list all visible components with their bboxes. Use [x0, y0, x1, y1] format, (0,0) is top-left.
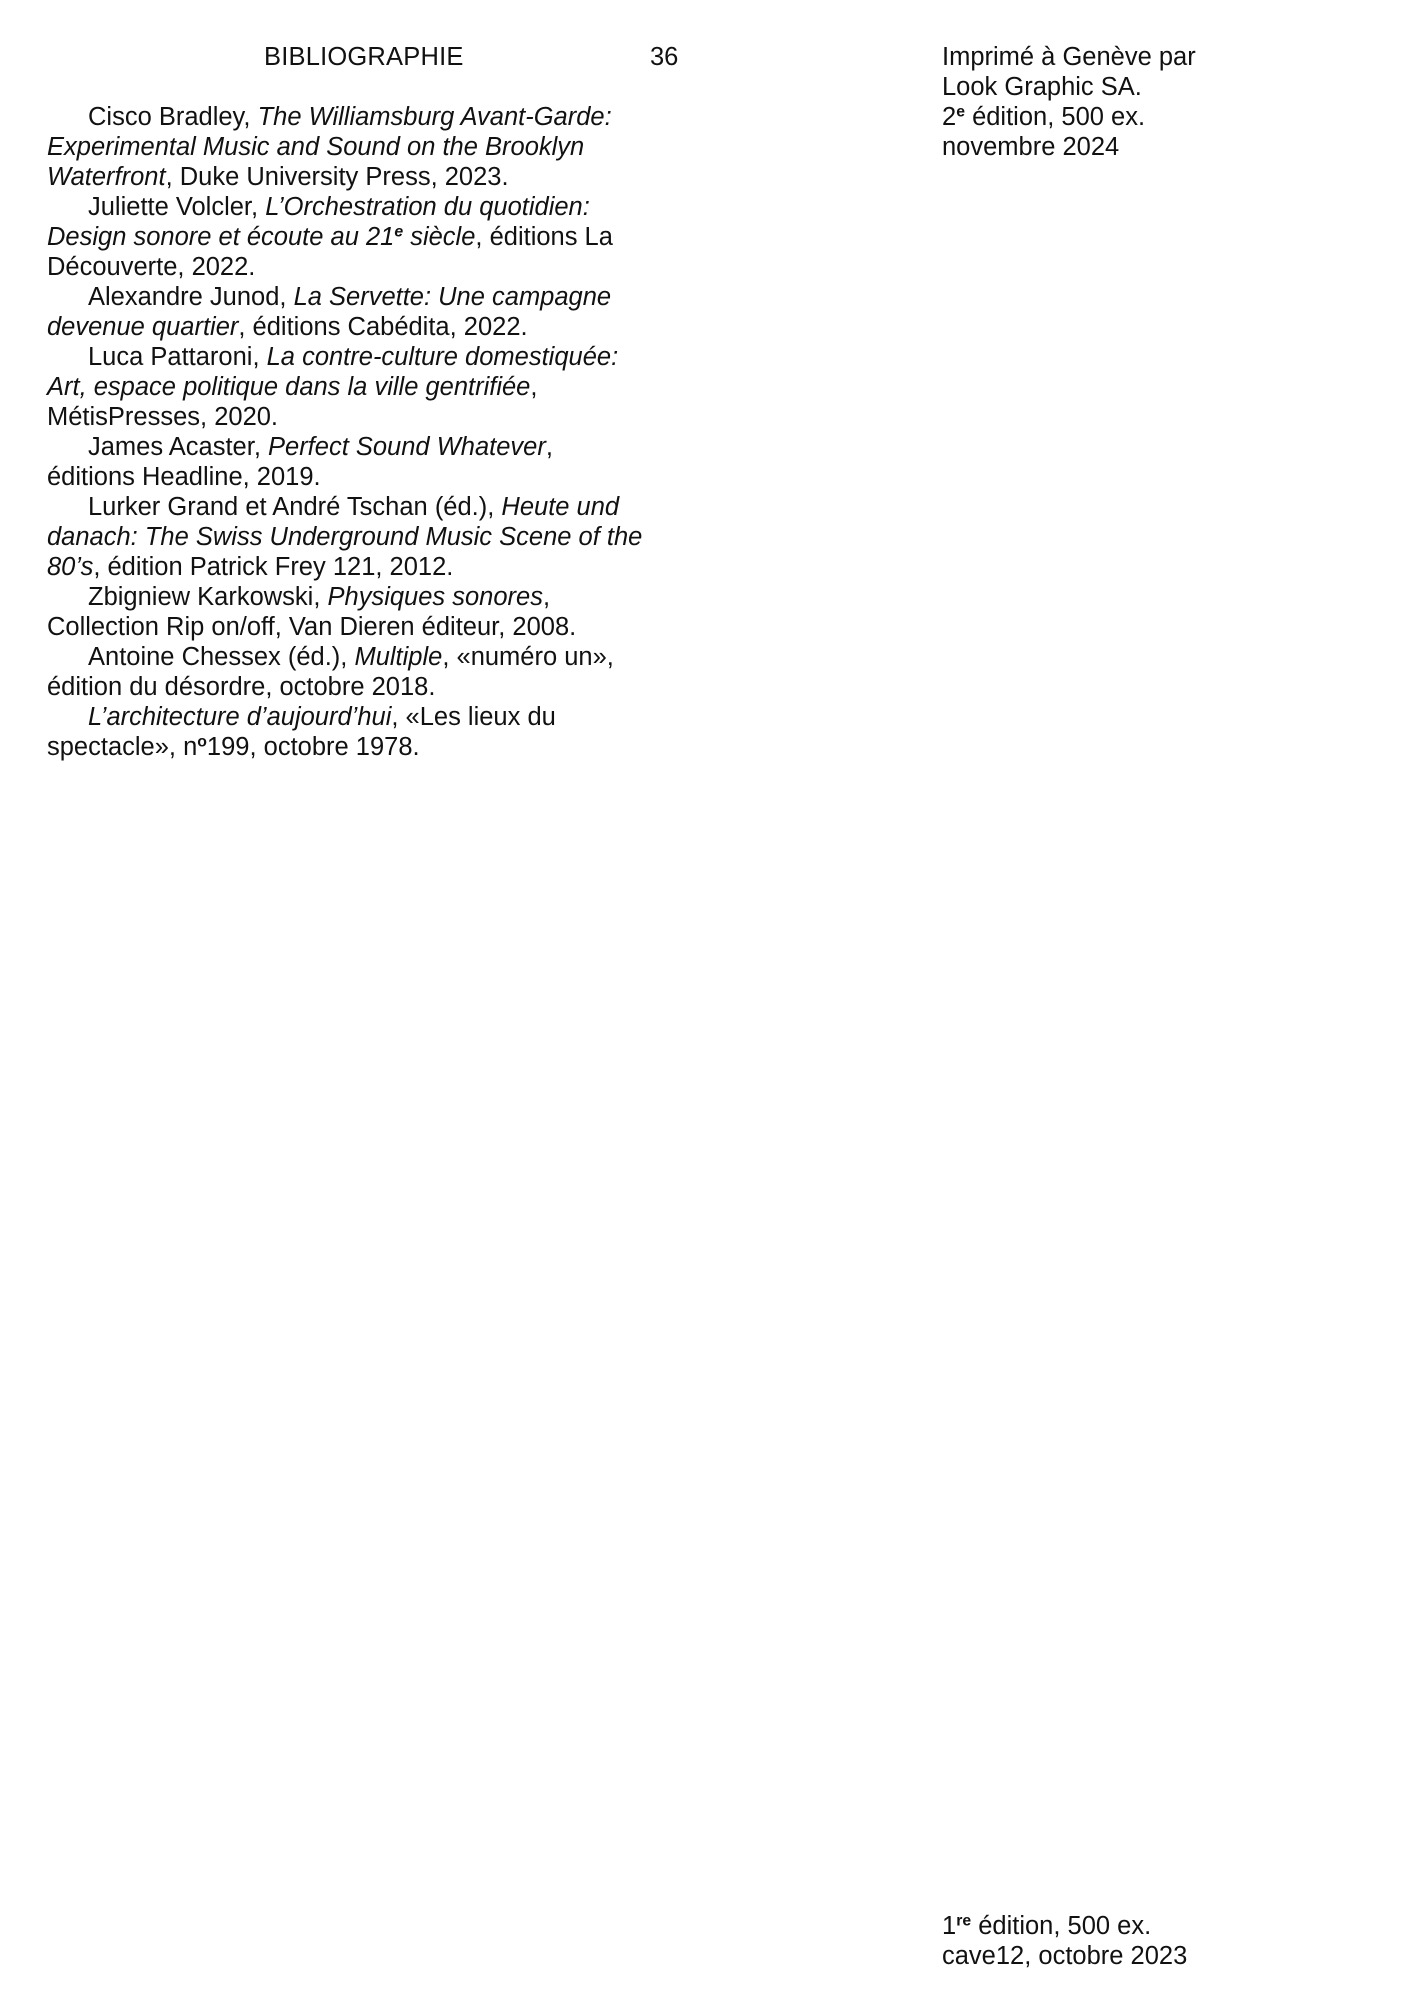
entry-title: La Servette: Une campagne devenue quartier — [47, 283, 612, 341]
entry-author: Juliette Volcler, — [88, 193, 266, 221]
entry-author: Lurker Grand et André Tschan (éd.), — [88, 493, 502, 521]
entry-author: James Acaster, — [88, 433, 268, 461]
bibliography-entry — [47, 192, 647, 282]
bibliography-list — [47, 102, 647, 762]
entry-publication: , éditions Headline, 2019. — [47, 433, 553, 491]
entry-title: Multiple — [354, 643, 443, 671]
bibliography-entry — [47, 702, 647, 762]
printer-line: Imprimé à Genève par — [942, 43, 1196, 71]
entry-publication-part: , «Les lieux du spectacle», n — [47, 703, 556, 761]
publisher-date: cave12, octobre 2023 — [942, 1942, 1188, 1970]
entry-author: Luca Pattaroni, — [88, 343, 267, 371]
bibliography-entry — [47, 282, 647, 342]
superscript: e — [394, 223, 404, 241]
edition-number: 2 — [942, 103, 957, 131]
entry-title: Perfect Sound Whatever — [268, 433, 546, 461]
edition-number: 1 — [942, 1912, 957, 1940]
entry-title: The Williamsburg Avant-Garde: Experimental Music and Sound on the Brooklyn Waterfront — [47, 103, 612, 191]
entry-publication: , éditions Cabédita, 2022. — [238, 313, 528, 341]
entry-title: La contre-culture domestiquée: Art, espace politique dans la ville gentrifiée — [47, 343, 619, 401]
entry-publication: , «numéro un», édition du désordre, octobre 2018. — [47, 643, 614, 701]
page-number: 36 — [650, 43, 679, 71]
superscript: o — [197, 733, 207, 751]
entry-publication: , éditions La Découverte, 2022. — [47, 223, 613, 281]
edition-text: édition, 500 ex. — [971, 1912, 1152, 1940]
entry-publication: , Collection Rip on/off, Van Dieren éditeur, 2008. — [47, 583, 577, 641]
printer-name: Look Graphic SA. — [942, 73, 1142, 101]
bibliography-entry — [47, 582, 647, 642]
entry-author: Alexandre Junod, — [88, 283, 294, 311]
entry-publication: , Duke University Press, 2023. — [165, 163, 509, 191]
edition-line — [942, 1911, 1362, 1941]
section-title: BIBLIOGRAPHIE — [264, 43, 464, 71]
entry-publication-part: 199, octobre 1978. — [206, 733, 420, 761]
edition-date: novembre 2024 — [942, 133, 1120, 161]
bibliography-entry — [47, 642, 647, 702]
entry-title: Physiques sonores — [327, 583, 543, 611]
entry-title-part: L’Orchestration du quotidien: Design sonore et écoute au 21 — [47, 193, 590, 251]
entry-author: Cisco Bradley, — [88, 103, 258, 131]
superscript: e — [956, 103, 965, 121]
entry-title: Heute und danach: The Swiss Underground Music Scene of the 80’s — [47, 493, 643, 581]
entry-title: L’architecture d’aujourd’hui — [88, 703, 392, 731]
colophon — [942, 42, 1362, 162]
bibliography-entry — [47, 342, 647, 432]
entry-publication: , édition Patrick Frey 121, 2012. — [93, 553, 454, 581]
bibliography-entry — [47, 102, 647, 192]
entry-author: Antoine Chessex (éd.), — [88, 643, 355, 671]
superscript: re — [956, 1912, 972, 1930]
first-edition-note — [942, 1911, 1362, 1971]
entry-publication: , MétisPresses, 2020. — [47, 373, 538, 431]
edition-text: édition, 500 ex. — [964, 103, 1146, 131]
entry-title-part: siècle — [403, 223, 476, 251]
bibliography-entry — [47, 432, 647, 492]
entry-author: Zbigniew Karkowski, — [88, 583, 328, 611]
edition-line — [942, 102, 1362, 132]
bibliography-entry — [47, 492, 647, 582]
